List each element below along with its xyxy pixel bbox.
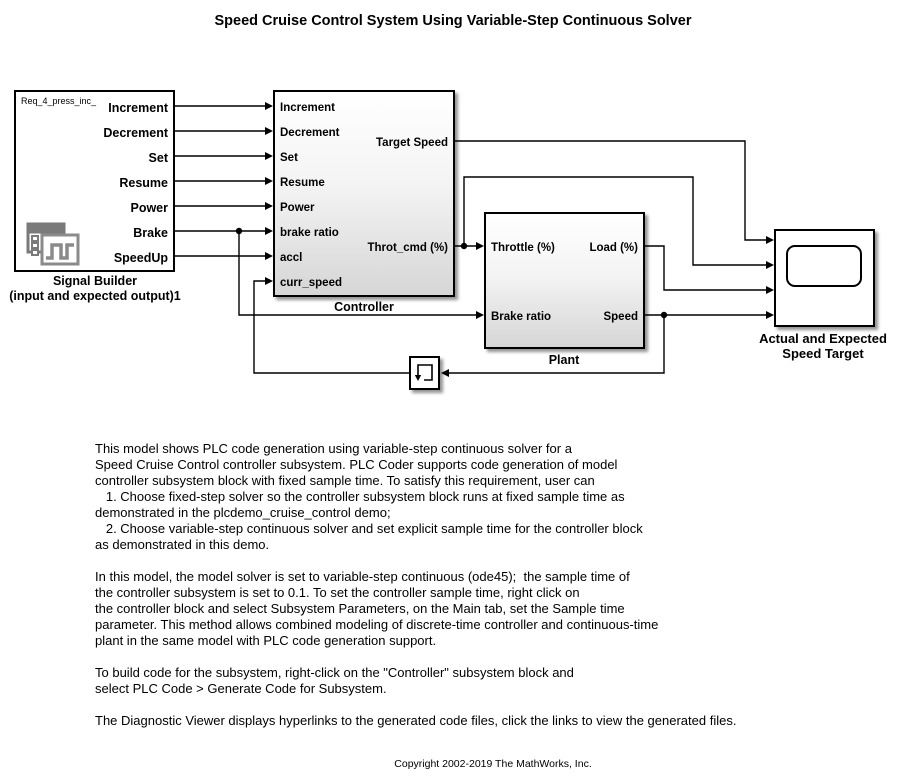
model-description bbox=[95, 441, 736, 745]
arrowhead bbox=[265, 127, 273, 135]
sb-port-resume: Resume bbox=[119, 176, 168, 190]
ctrl-in-increment: Increment bbox=[280, 102, 335, 114]
wire-speed-feedback[interactable] bbox=[448, 315, 664, 373]
description-paragraph-3 bbox=[95, 665, 736, 697]
arrowhead bbox=[265, 277, 273, 285]
plant-out-load: Load (%) bbox=[589, 242, 638, 254]
wire-feedback-to-curr-speed[interactable] bbox=[254, 281, 409, 373]
text-line: This model shows PLC code generation using variable-step continuous solver for a bbox=[95, 441, 572, 456]
arrowhead bbox=[766, 311, 774, 319]
plant-in-throttle: Throttle (%) bbox=[491, 242, 555, 254]
description-paragraph-2 bbox=[95, 569, 736, 649]
text-line: To build code for the subsystem, right-click on the "Controller" subsystem block and bbox=[95, 665, 574, 680]
text-line: plant in the same model with PLC code generation support. bbox=[95, 633, 437, 648]
text-line: 1. Choose fixed-step solver so the controller subsystem block runs at fixed sample time as bbox=[95, 489, 625, 504]
ctrl-out-throt-cmd: Throt_cmd (%) bbox=[367, 242, 448, 254]
ctrl-in-curr-speed: curr_speed bbox=[280, 277, 343, 289]
junction-dot bbox=[661, 312, 667, 318]
text-line: demonstrated in the plcdemo_cruise_control demo; bbox=[95, 505, 391, 520]
page-title: Speed Cruise Control System Using Variable-Step Continuous Solver bbox=[214, 13, 692, 29]
arrowhead bbox=[265, 102, 273, 110]
description-paragraph-4 bbox=[95, 713, 736, 729]
description-paragraph-1 bbox=[95, 441, 736, 553]
scope-label-line1: Actual and Expected bbox=[759, 331, 887, 346]
sb-port-power: Power bbox=[130, 201, 168, 215]
sb-port-brake: Brake bbox=[133, 226, 168, 240]
arrowhead bbox=[766, 236, 774, 244]
arrowhead bbox=[476, 311, 484, 319]
text-line: the controller block and select Subsystem Parameters, on the Main tab, set the Sample time bbox=[95, 601, 625, 616]
arrowhead bbox=[476, 242, 484, 250]
arrowhead bbox=[265, 152, 273, 160]
ctrl-in-power: Power bbox=[280, 202, 315, 214]
sb-port-set: Set bbox=[148, 151, 168, 165]
wire-target-speed-to-scope[interactable] bbox=[455, 141, 767, 240]
arrowhead bbox=[265, 252, 273, 260]
ctrl-out-target-speed: Target Speed bbox=[376, 137, 448, 149]
sb-port-decrement: Decrement bbox=[103, 126, 168, 140]
sb-port-increment: Increment bbox=[108, 101, 168, 115]
text-line: parameter. This method allows combined modeling of discrete-time controller and continuous-time bbox=[95, 617, 659, 632]
signal-builder-tag: Req_4_press_inc_ bbox=[21, 96, 97, 106]
arrowhead bbox=[265, 177, 273, 185]
junction-dot bbox=[236, 228, 242, 234]
wire-load-to-scope[interactable] bbox=[645, 246, 767, 290]
plant-label: Plant bbox=[548, 353, 580, 367]
text-line: The Diagnostic Viewer displays hyperlinks to the generated code files, click the links to view the generated files. bbox=[95, 713, 737, 728]
text-line: 2. Choose variable-step continuous solver and set explicit sample time for the controller block bbox=[95, 521, 643, 536]
text-line: the controller subsystem is set to 0.1. To set the controller sample time, right click on bbox=[95, 585, 580, 600]
ctrl-in-accl: accl bbox=[280, 252, 303, 264]
text-line: select PLC Code > Generate Code for Subsystem. bbox=[95, 681, 387, 696]
text-line: In this model, the model solver is set to variable-step continuous (ode45); the sample time of bbox=[95, 569, 630, 584]
ctrl-in-brake-ratio: brake ratio bbox=[280, 227, 339, 239]
signal-builder-label-line2: (input and expected output)1 bbox=[9, 289, 181, 303]
plant-in-brake-ratio: Brake ratio bbox=[491, 311, 552, 323]
controller-label: Controller bbox=[334, 300, 394, 314]
scope-label-line2: Speed Target bbox=[782, 346, 864, 361]
copyright-notice: Copyright 2002-2019 The MathWorks, Inc. bbox=[394, 758, 592, 770]
wire-throt-cmd-branch-to-scope[interactable] bbox=[464, 177, 767, 265]
arrowhead bbox=[265, 202, 273, 210]
text-line: Speed Cruise Control controller subsystem. PLC Coder supports code generation of model bbox=[95, 457, 618, 472]
arrowhead bbox=[441, 369, 449, 377]
arrowhead bbox=[766, 286, 774, 294]
junction-dot bbox=[461, 243, 467, 249]
sb-port-speedup: SpeedUp bbox=[113, 251, 168, 265]
arrowhead bbox=[265, 227, 273, 235]
ctrl-in-decrement: Decrement bbox=[280, 127, 340, 139]
arrowhead bbox=[766, 261, 774, 269]
text-line: as demonstrated in this demo. bbox=[95, 537, 270, 552]
ctrl-in-set: Set bbox=[280, 152, 298, 164]
ctrl-in-resume: Resume bbox=[280, 177, 325, 189]
plant-out-speed: Speed bbox=[603, 311, 638, 323]
signal-builder-label-line1: Signal Builder bbox=[52, 274, 138, 288]
wire-brake-branch-to-plant[interactable] bbox=[239, 231, 477, 315]
text-line: controller subsystem block with fixed sample time. To satisfy this requirement, user can bbox=[95, 473, 595, 488]
